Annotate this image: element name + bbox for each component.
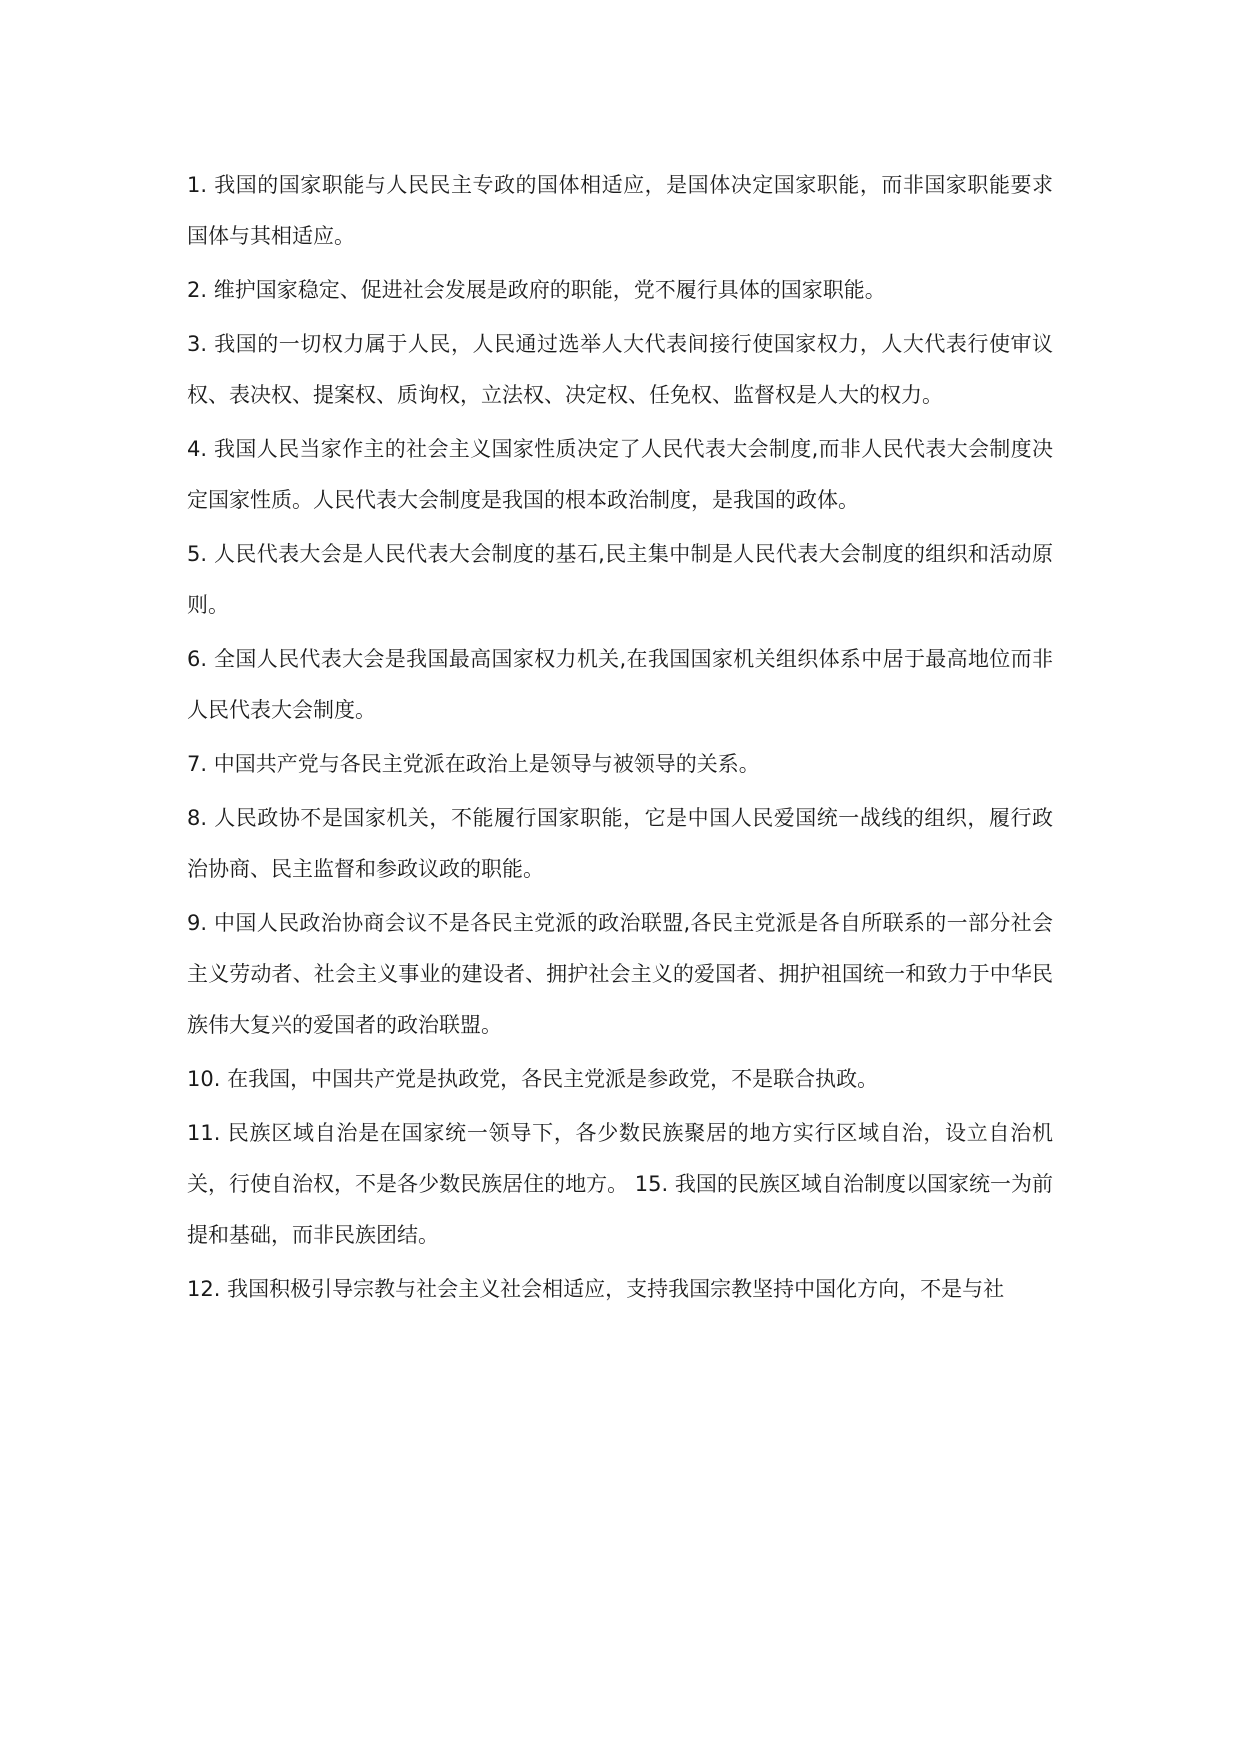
list-item-8: 8. 人民政协不是国家机关，不能履行国家职能，它是中国人民爱国统一战线的组织，履行政治协商、民主监督和参政议政的职能。 (187, 806, 1053, 881)
list-item-6: 6. 全国人民代表大会是我国最高国家权力机关,在我国国家机关组织体系中居于最高地位而非人民代表大会制度。 (187, 647, 1053, 722)
list-item-7: 7. 中国共产党与各民主党派在政治上是领导与被领导的关系。 (187, 752, 760, 776)
list-item-10: 10. 在我国，中国共产党是执政党，各民主党派是参政党，不是联合执政。 (187, 1067, 879, 1091)
list-item-4: 4. 我国人民当家作主的社会主义国家性质决定了人民代表大会制度,而非人民代表大会制度决定国家性质。人民代表大会制度是我国的根本政治制度，是我国的政体。 (187, 437, 1053, 512)
list-item-11: 11. 民族区域自治是在国家统一领导下，各少数民族聚居的地方实行区域自治，设立自治机关，行使自治权，不是各少数民族居住的地方。 15. 我国的民族区域自治制度以国家统一为前提和基础，而非民族团结。 (187, 1121, 1053, 1247)
document-body (187, 160, 1053, 1318)
list-item-3: 3. 我国的一切权力属于人民，人民通过选举人大代表间接行使国家权力，人大代表行使审议权、表决权、提案权、质询权，立法权、决定权、任免权、监督权是人大的权力。 (187, 332, 1053, 407)
list-item-5: 5. 人民代表大会是人民代表大会制度的基石,民主集中制是人民代表大会制度的组织和活动原则。 (187, 542, 1053, 617)
list-item-2: 2. 维护国家稳定、促进社会发展是政府的职能，党不履行具体的国家职能。 (187, 278, 886, 302)
list-item-1: 1. 我国的国家职能与人民民主专政的国体相适应，是国体决定国家职能，而非国家职能要求国体与其相适应。 (187, 173, 1053, 248)
list-item-9: 9. 中国人民政治协商会议不是各民主党派的政治联盟,各民主党派是各自所联系的一部分社会主义劳动者、社会主义事业的建设者、拥护社会主义的爱国者、拥护祖国统一和致力于中华民族伟大复兴的爱国者的政治联盟。 (187, 911, 1053, 1037)
list-item-12: 12. 我国积极引导宗教与社会主义社会相适应，支持我国宗教坚持中国化方向，不是与社 (187, 1277, 1005, 1301)
